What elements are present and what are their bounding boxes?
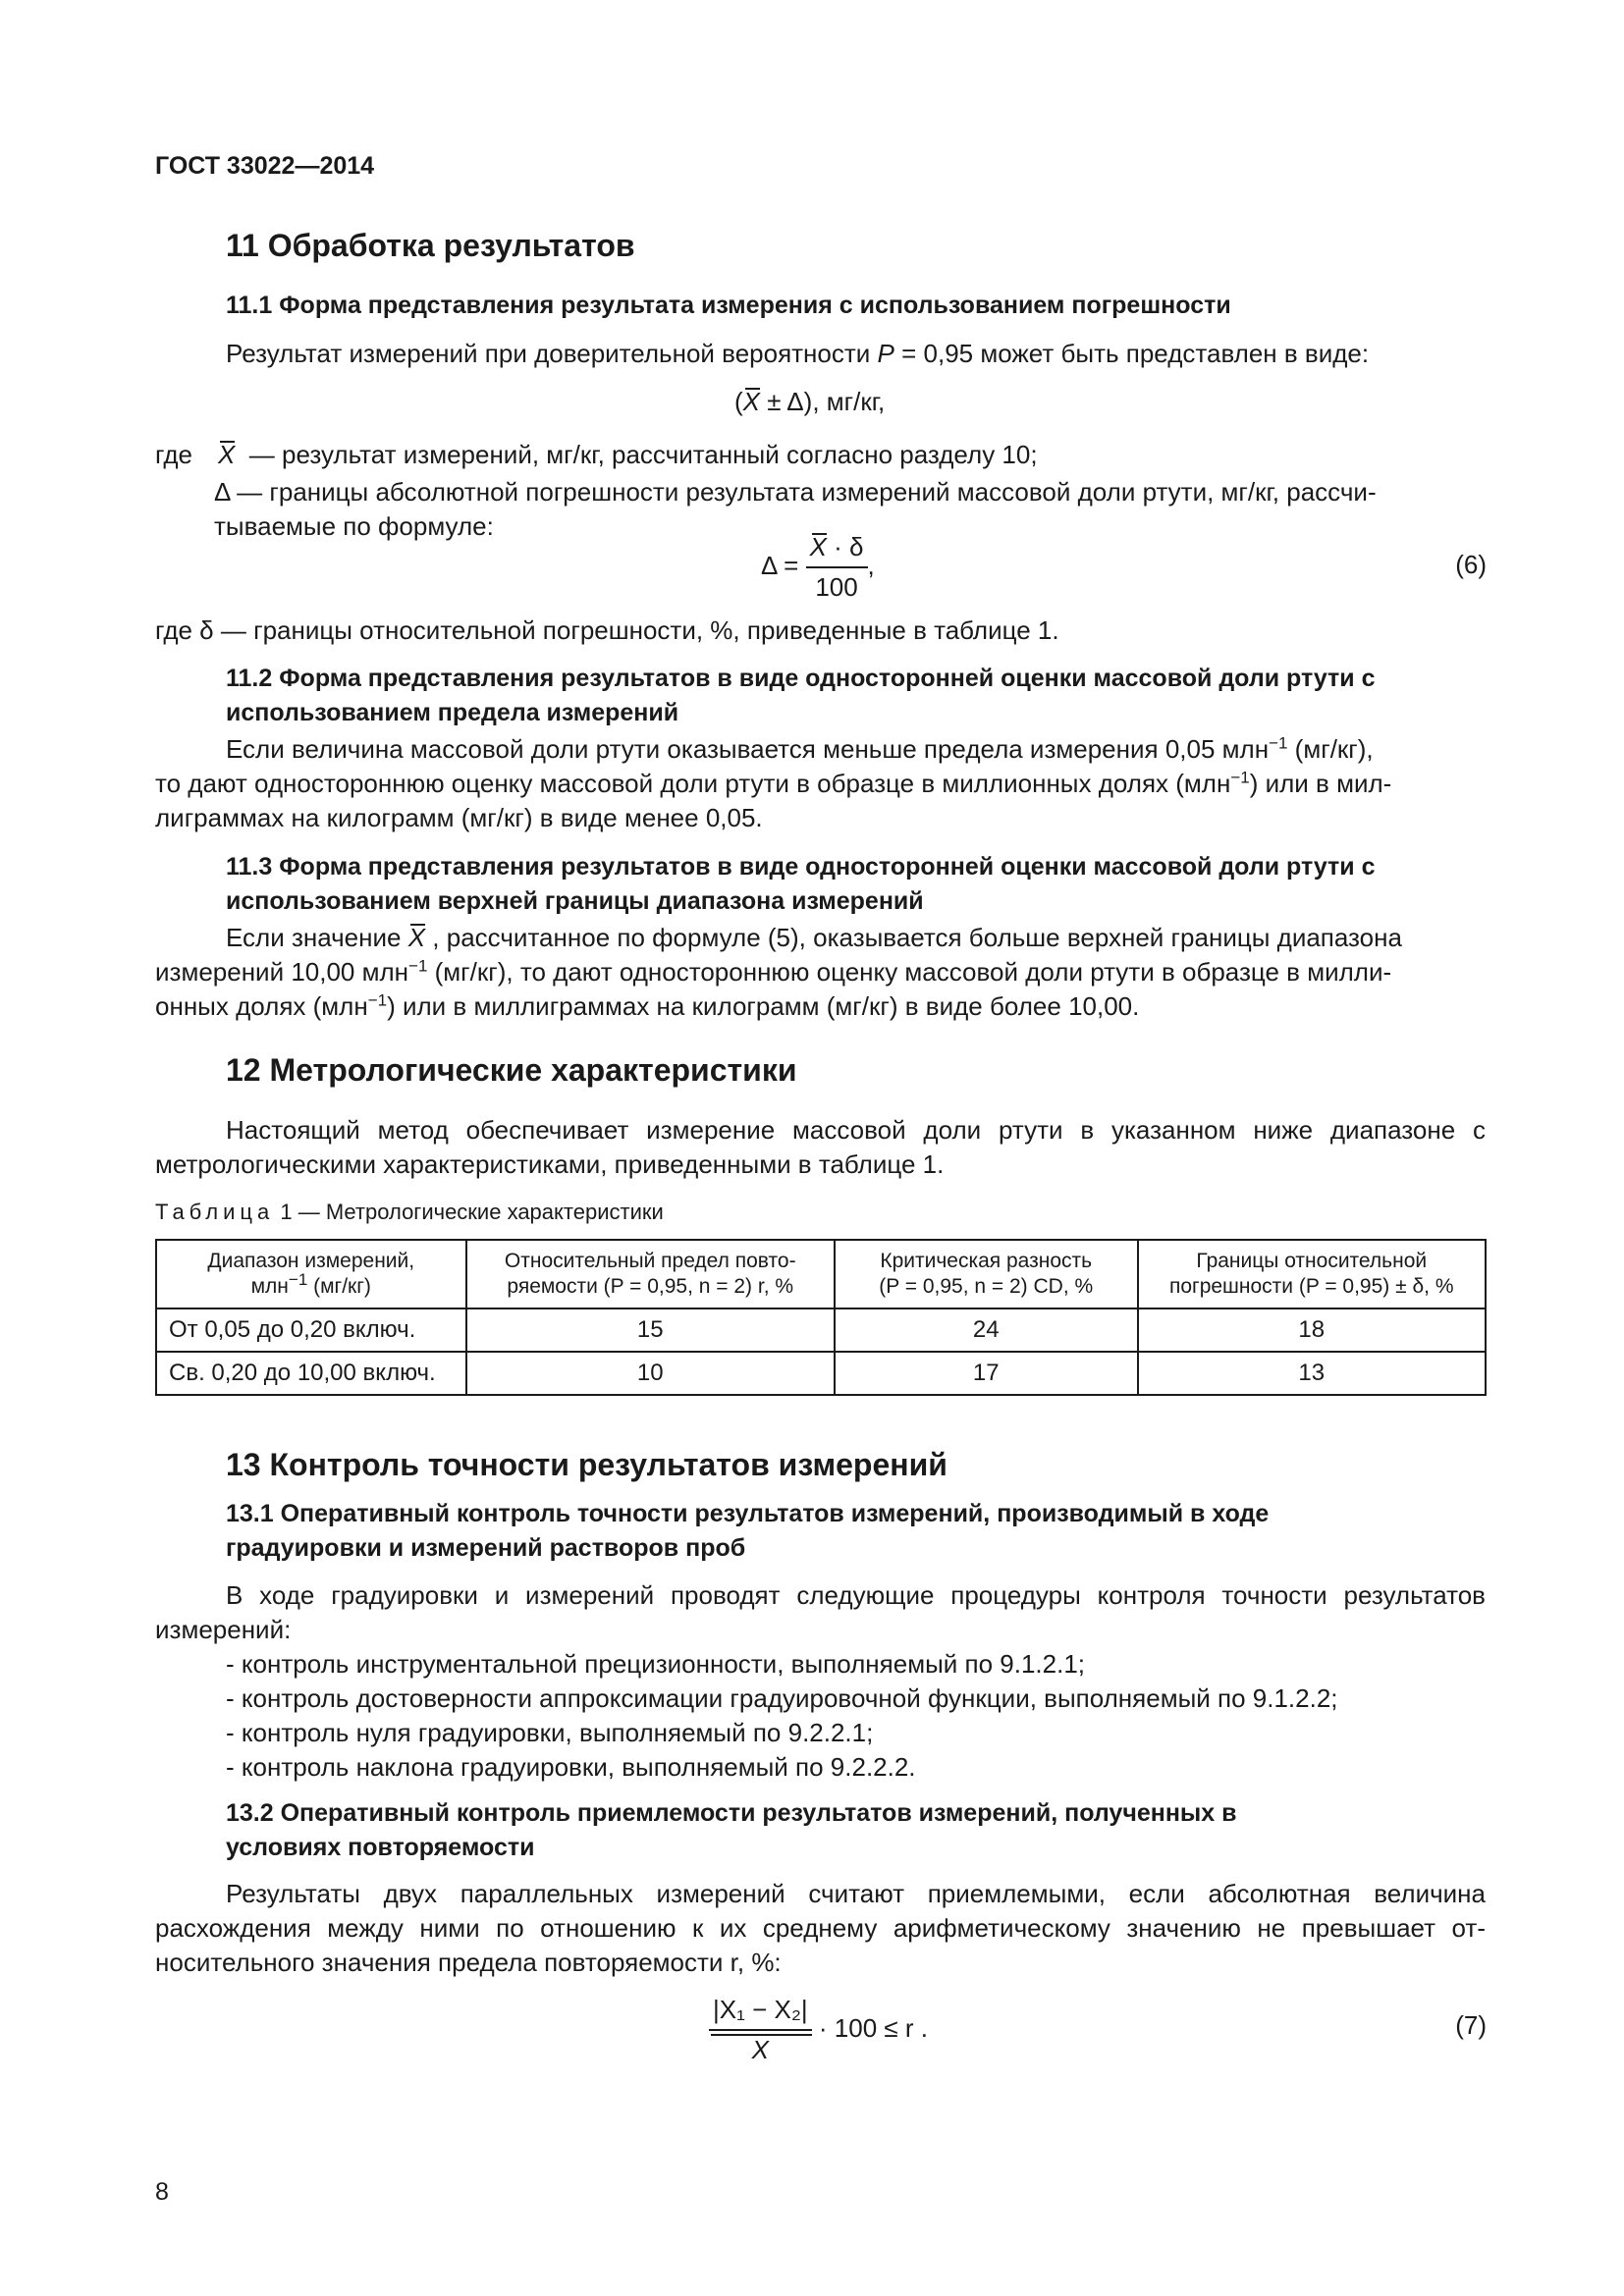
section-11-2-line3: лиграммах на килограмм (мг/кг) в виде менее 0,05. <box>155 803 763 832</box>
table-row <box>156 1352 1486 1395</box>
cell-delta: 18 <box>1138 1308 1487 1352</box>
table-1-caption: Таблица 1 — Метрологические характеристики <box>155 1200 664 1224</box>
formula-7: $\frac{\text{|X₁ − X₂|}}{X}$ · 100 ≤ r . <box>709 1993 928 2067</box>
formula-7-number: (7) <box>1455 2010 1487 2040</box>
section-11-1-text: Результат измерений при доверительной вероятности P = 0,95 может быть представлен в виде: <box>226 339 1370 368</box>
cell-r: 15 <box>466 1308 835 1352</box>
list-item: - контроль достоверности аппроксимации градуировочной функции, выполняемый по 9.1.2.2; <box>226 1683 1338 1713</box>
document-header: ГОСТ 33022—2014 <box>155 152 375 180</box>
list-item: - контроль нуля градуировки, выполняемый по 9.2.2.1; <box>226 1718 874 1747</box>
table-row <box>156 1308 1486 1352</box>
header-relative-error: Границы относительной погрешности (P = 0,95) ± δ, % <box>1138 1240 1487 1308</box>
cell-cd: 17 <box>835 1352 1138 1395</box>
where-x-label: где <box>155 440 192 469</box>
cell-range: Св. 0,20 до 10,00 включ. <box>156 1352 466 1395</box>
section-11-3-title: 11.3 Форма представления результатов в виде односторонней оценки массовой доли ртути с использованием верхней границы диапазона измерений <box>226 853 1376 915</box>
section-13-2-text: Результаты двух параллельных измерений считают приемлемыми, если абсолютная величина расхождения между ними по отношению к их среднему арифметическому значению не превышает от-носительного значения предела повторяемости r, %: <box>155 1879 1486 1977</box>
list-item: - контроль наклона градуировки, выполняемый по 9.2.2.2. <box>226 1752 916 1782</box>
where-x-definition: X — результат измерений, мг/кг, рассчитанный согласно разделу 10; <box>218 438 1038 472</box>
page-number: 8 <box>155 2178 169 2206</box>
section-11-title: 11 Обработка результатов <box>226 228 635 263</box>
metrology-table <box>155 1239 1487 1396</box>
section-12-text: Настоящий метод обеспечивает измерение массовой доли ртути в указанном ниже диапазоне с метрологическими характеристиками, приведенными в таблице 1. <box>155 1115 1486 1179</box>
section-12-title: 12 Метрологические характеристики <box>226 1052 797 1088</box>
table-header-row <box>156 1240 1486 1308</box>
section-13-2-title: 13.2 Оперативный контроль приемлемости результатов измерений, полученных в условиях повторяемости <box>226 1799 1237 1861</box>
section-11-2-line1: Если величина массовой доли ртути оказывается меньше предела измерения 0,05 млн$^{-1}$ (мг/кг), <box>226 733 1374 764</box>
section-13-1-title: 13.1 Оперативный контроль точности результатов измерений, производимый в ходе градуировки и измерений растворов проб <box>226 1500 1270 1562</box>
section-13-1-text: В ходе градуировки и измерений проводят следующие процедуры контроля точности результатов измерений: <box>155 1580 1486 1644</box>
formula-result: (X ± Δ), мг/кг, <box>734 385 885 419</box>
formula-6: Δ = $\frac{X \cdot \delta}{100}$ , <box>761 532 875 602</box>
formula-6-number: (6) <box>1455 550 1487 579</box>
where-delta-small: где δ — границы относительной погрешности, %, приведенные в таблице 1. <box>155 615 1059 645</box>
header-repeatability: Относительный предел повто- ряемости (P = 0,95, n = 2) r, % <box>466 1240 835 1308</box>
where-delta-line1: Δ — границы абсолютной погрешности результата измерений массовой доли ртути, мг/кг, рассчи- <box>214 477 1377 507</box>
cell-range: От 0,05 до 0,20 включ. <box>156 1308 466 1352</box>
section-11-2-line2: то дают одностороннюю оценку массовой доли ртути в образце в миллионных долях (млн$^{-1}$) или в мил- <box>155 768 1392 798</box>
cell-cd: 24 <box>835 1308 1138 1352</box>
cell-r: 10 <box>466 1352 835 1395</box>
section-11-2-title: 11.2 Форма представления результатов в виде односторонней оценки массовой доли ртути с использованием предела измерений <box>226 665 1376 726</box>
section-13-title: 13 Контроль точности результатов измерений <box>226 1447 947 1482</box>
header-critical-difference: Критическая разность (P = 0,95, n = 2) CD, % <box>835 1240 1138 1308</box>
where-delta-line2: тываемые по формуле: <box>214 511 494 541</box>
section-11-3-line1: Если значение X , рассчитанное по формуле (5), оказывается больше верхней границы диапазона <box>226 921 1402 955</box>
section-11-3-line3: онных долях (млн$^{-1}$) или в миллиграммах на килограмм (мг/кг) в виде более 10,00. <box>155 990 1140 1021</box>
section-11-1-title: 11.1 Форма представления результата измерения с использованием погрешности <box>226 292 1231 319</box>
cell-delta: 13 <box>1138 1352 1487 1395</box>
section-11-3-line2: измерений 10,00 млн$^{-1}$ (мг/кг), то дают одностороннюю оценку массовой доли ртути в образце в милли- <box>155 956 1392 987</box>
header-range: Диапазон измерений, млн$^{-1}$ (мг/кг) <box>156 1240 466 1308</box>
list-item: - контроль инструментальной прецизионности, выполняемый по 9.1.2.1; <box>226 1649 1085 1679</box>
